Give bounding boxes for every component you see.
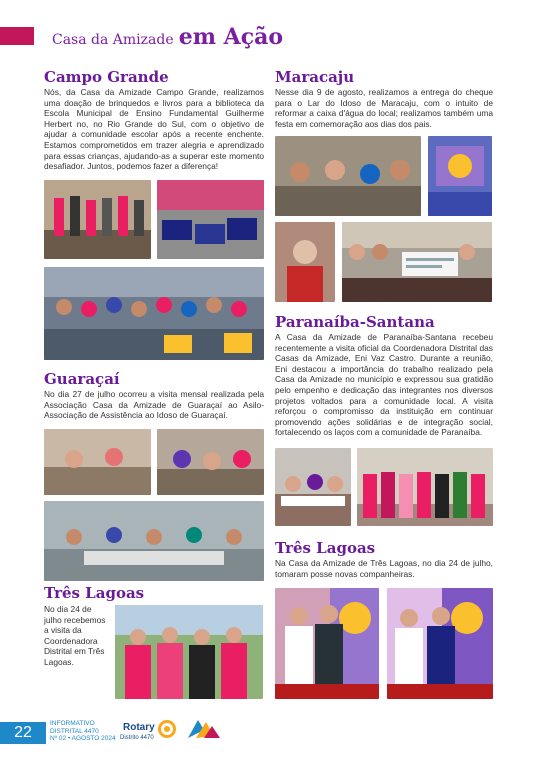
photo-paranaiba-meeting xyxy=(275,448,351,526)
section-title-paranaiba: Paranaíba-Santana xyxy=(275,313,435,331)
section-text-tres-lagoas-left: No dia 24 de julho recebemos a visita da Coordenadora Distrital em Três Lagoas. xyxy=(44,604,106,667)
header-accent-bar xyxy=(0,27,34,45)
footer-line-2: DISTRITAL 4470 xyxy=(50,727,99,735)
photo-maracaju-elderly xyxy=(275,222,335,302)
section-text-paranaiba: A Casa da Amizade de Paranaíba-Santana recebeu recentemente a visita oficial da Coordenadora Distrital das Casas da Amizade, Eni Vaz Castro. Durante a reunião, Eni destacou a importância do trabalho realizado pela Casa da Amizade no município e expressou sua gratidão pelo empenho e dedicação das integrantes nos diversos projetos voltados para a comunidade local. A visita reforçou o compromisso da instituição em continuar promovendo ações solidárias e de integração social, fortalecendo os laços com a comunidade de Paranaíba. xyxy=(275,332,493,438)
rotary-wheel-hub-icon xyxy=(164,726,170,732)
footer-publication-info xyxy=(50,720,116,743)
section-title-maracaju: Maracaju xyxy=(275,68,355,86)
section-text-maracaju: Nesse dia 9 de agosto, realizamos a entrega do cheque para o Lar do Idoso de Maracaju, com o intuito de reformar a caixa d'água do local; realizamos também uma festa em comemoração aos dias dos pais. xyxy=(275,87,493,129)
photo-maracaju-banner xyxy=(428,136,492,216)
photo-campo-grande-children xyxy=(44,267,264,360)
photo-tres-lagoas-posse-1 xyxy=(275,588,379,699)
section-title-tres-lagoas-left: Três Lagoas xyxy=(44,584,145,602)
rotary-logo-subtext: Distrito 4470 xyxy=(120,735,154,741)
rotary-logo-text: Rotary xyxy=(123,722,155,733)
section-title-tres-lagoas-right: Três Lagoas xyxy=(275,539,376,557)
section-title-guaracai: Guaraçaí xyxy=(44,370,120,388)
page-title xyxy=(52,24,283,50)
photo-maracaju-party xyxy=(275,136,421,216)
photo-tres-lagoas-posse-2 xyxy=(387,588,493,699)
section-title-campo-grande: Campo Grande xyxy=(44,68,169,86)
photo-tres-lagoas-left xyxy=(115,605,263,699)
page-title-small: Casa da Amizade xyxy=(52,32,174,48)
district-theme-logo xyxy=(184,716,224,742)
footer-line-1: INFORMATIVO xyxy=(50,720,95,727)
section-text-campo-grande: Nós, da Casa da Amizade Campo Grande, realizamos uma doação de brinquedos e livros para a biblioteca da Escola Municipal de Ensino Fundamental Guilherme Herbert no, no Rio Grande do Sul, com o objetivo de ajudar a comunidade escolar após a recente enchente. Estamos comprometidos em trazer alegria e aprendizado para essas crianças, ajudando-as a superar este momento desafiador. Juntos, podemos fazer a diferença! xyxy=(44,87,264,172)
photo-maracaju-cheque xyxy=(342,222,492,302)
photo-campo-grande-boxes xyxy=(157,180,264,259)
section-text-guaracai: No dia 27 de julho ocorreu a visita mensal realizada pela Associação Casa da Amizade de Guaraçaí ao Asilo- Associação de Assistência ao Idoso de Guaraçaí. xyxy=(44,389,264,421)
photo-guaracai-1 xyxy=(44,429,151,495)
photo-campo-grande-group xyxy=(44,180,151,259)
footer-line-3: Nº 02 • AGOSTO 2024 xyxy=(50,735,116,742)
photo-guaracai-group xyxy=(44,501,264,581)
photo-guaracai-2 xyxy=(157,429,264,495)
page-title-big: em Ação xyxy=(178,24,284,50)
page-number: 22 xyxy=(0,722,46,744)
section-text-tres-lagoas-right: Na Casa da Amizade de Três Lagoas, no dia 24 de julho, tomaram posse novas companheiras. xyxy=(275,558,493,579)
photo-paranaiba-group xyxy=(357,448,493,526)
